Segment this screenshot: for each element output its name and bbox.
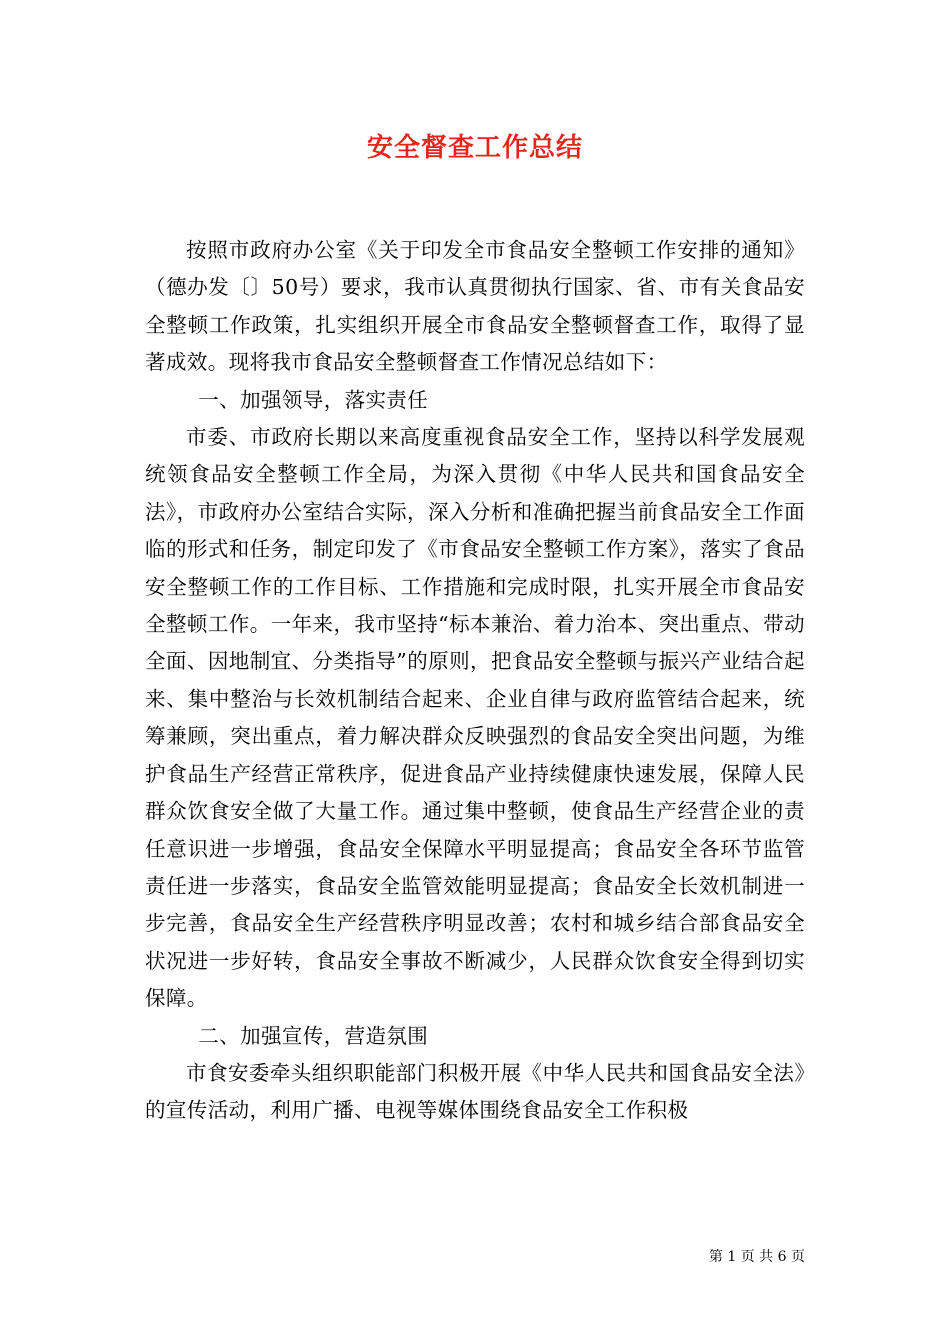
section-heading-1: 一、加强领导，落实责任	[198, 387, 429, 412]
intro-paragraph: 按照市政府办公室《关于印发全市食品安全整顿工作安排的通知》（德办发〔〕50号）要求，我市认真贯彻执行国家、省、市有关食品安全整顿工作政策，扎实组织开展全市食品安全整顿督查工作，取得了显著成效。现将我市食品安全整顿督查工作情况总结如下：	[145, 238, 805, 375]
document-title: 安全督查工作总结	[366, 133, 583, 163]
section-2-paragraph: 市食安委牵头组织职能部门积极开展《中华人民共和国食品安全法》的宣传活动，利用广播、电视等媒体围绕食品安全工作积极	[145, 1060, 805, 1123]
page-number-footer: 第 1 页 共 6 页	[708, 1249, 805, 1265]
section-heading-2: 二、加强宣传，营造氛围	[198, 1023, 429, 1048]
section-1-paragraph: 市委、市政府长期以来高度重视食品安全工作，坚持以科学发展观统领食品安全整顿工作全局，为深入贯彻《中华人民共和国食品安全法》，市政府办公室结合实际，深入分析和准确把握当前食品安全工作面临的形式和任务，制定印发了《市食品安全整顿工作方案》，落实了食品安全整顿工作的工作目标、工作措施和完成时限，扎实开展全市食品安全整顿工作。一年来，我市坚持“标本兼治、着力治本、突出重点、带动全面、因地制宜、分类指导”的原则，把食品安全整顿与振兴产业结合起来、集中整治与长效机制结合起来、企业自律与政府监管结合起来，统筹兼顾，突出重点，着力解决群众反映强烈的食品安全突出问题，为维护食品生产经营正常秩序，促进食品产业持续健康快速发展，保障人民群众饮食安全做了大量工作。通过集中整顿，使食品生产经营企业的责任意识进一步增强，食品安全保障水平明显提高；食品安全各环节监管责任进一步落实，食品安全监管效能明显提高；食品安全长效机制进一步完善，食品安全生产经营秩序明显改善；农村和城乡结合部食品安全状况进一步好转，食品安全事故不断减少，人民群众饮食安全得到切实保障。	[145, 425, 805, 1011]
document-body	[145, 232, 805, 1130]
